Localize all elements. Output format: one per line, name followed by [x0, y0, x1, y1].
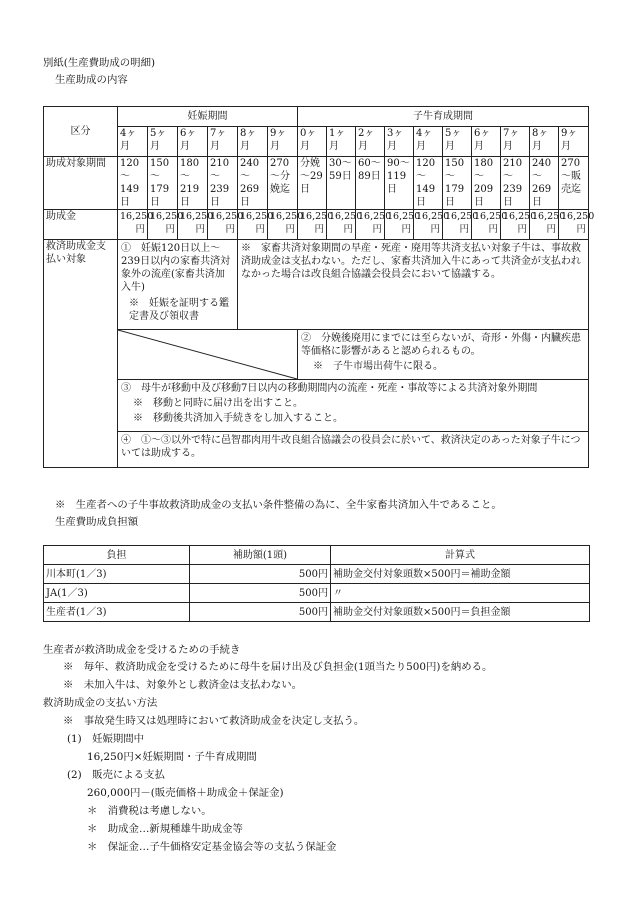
note-after-table1: ※ 生産者への子牛事故救済助成金の支払い条件整備の為に、全牛家畜共済加入牛であること。 [55, 499, 502, 511]
procedure-note-2: ※ 未加入牛は、対象外とし救済金は支払わない。 [63, 679, 302, 691]
amount-cell: 16,250円 [298, 210, 327, 240]
period-cell: 270～販売迄 [559, 157, 589, 210]
amount-cell: 16,250円 [208, 210, 238, 240]
header-formula: 計算式 [331, 546, 590, 565]
amount-cell: 16,250円 [178, 210, 208, 240]
section-title-subsidy-content: 生産助成の内容 [55, 74, 128, 86]
item-3-note-2: ※ 移動後共済加入手続きをし加入すること。 [133, 413, 343, 424]
period-cell: 240～269日 [238, 157, 268, 210]
amount-cell: 16,250円 [472, 210, 501, 240]
item-4-cell: ④ ①～③以外で特に邑智郡肉用牛改良組合協議会の役員会に於いて、救済決定のあった対象子牛については助成する。 [118, 432, 589, 468]
item-2-text: ② 分娩後廃用にまでには至らないが、奇形・外傷・内臓疾患等価格に影響があると認められるもの。 [301, 333, 581, 357]
burden-formula: 〃 [331, 584, 590, 603]
month-cell: 6ヶ月 [178, 127, 208, 157]
header-burden: 負担 [44, 546, 190, 565]
table-row [44, 603, 590, 622]
payment-note: ※ 事故発生時又は処理時において救済助成金を決定し支払う。 [63, 715, 365, 727]
item-1-cell [118, 240, 238, 330]
procedure-note-1: ※ 毎年、救済助成金を受けるために母牛を届け出及び負担金(1頭当たり500円)を納める。 [63, 661, 493, 673]
header-kubun: 区分 [44, 107, 118, 157]
burden-formula: 補助金交付対象頭数×500円＝補助金額 [331, 565, 590, 584]
month-cell: 7ヶ月 [208, 127, 238, 157]
month-cell: 0ヶ月 [298, 127, 327, 157]
item-3-text: ③ 母牛が移動中及び移動7日以内の移動期間内の流産・死産・事故等による共済対象外期間 [121, 383, 538, 394]
amount-cell: 16,250円 [148, 210, 178, 240]
amount-cell: 16,250円 [414, 210, 443, 240]
amount-row [44, 210, 589, 240]
period-cell: 210～239日 [501, 157, 530, 210]
period-cell: 210～239日 [208, 157, 238, 210]
empty-diagonal-cell [118, 330, 298, 380]
case-1-formula: 16,250円×妊娠期間・子牛育成期間 [87, 751, 257, 763]
period-cell: 30～59日 [327, 157, 356, 210]
month-cell: 5ヶ月 [148, 127, 178, 157]
row-label-target: 救済助成金支払い対象 [44, 240, 118, 468]
month-cell: 5ヶ月 [443, 127, 472, 157]
burden-party: 川本町(1／3) [44, 565, 190, 584]
case-2-title: (2) 販売による支払 [67, 769, 165, 781]
case-1-title: (1) 妊娠期間中 [67, 733, 145, 745]
period-cell: 120～149日 [414, 157, 443, 210]
month-cell: 6ヶ月 [472, 127, 501, 157]
item-1-text: ① 妊娠120日以上～239日以内の家畜共済対象外の流産(家畜共済加入牛) [121, 243, 231, 293]
payment-title: 救済助成金の支払い方法 [43, 697, 158, 709]
period-cell: 90～119日 [385, 157, 414, 210]
procedure-title: 生産者が救済助成金を受けるための手続き [43, 644, 241, 656]
item-1-note: ※ 妊娠を証明する鑑定書及び領収書 [129, 298, 229, 322]
burden-amount: 500円 [190, 584, 331, 603]
period-cell: 120～149日 [118, 157, 148, 210]
sub-note-1: ＊ 消費税は考慮しない。 [87, 805, 212, 817]
item-3-cell [118, 380, 589, 432]
month-cell: 2ヶ月 [356, 127, 385, 157]
period-row [44, 157, 589, 210]
month-cell: 8ヶ月 [530, 127, 559, 157]
row-label-amount: 助成金 [44, 210, 118, 240]
subsidy-content-table [43, 106, 595, 468]
period-cell: 60～89日 [356, 157, 385, 210]
amount-cell: 16,250円 [501, 210, 530, 240]
amount-cell: 16,250円 [356, 210, 385, 240]
period-cell: 240～269日 [530, 157, 559, 210]
amount-cell: 16,250円 [559, 210, 589, 240]
amount-cell: 16,250円 [385, 210, 414, 240]
section-title-burden: 生産費助成負担額 [55, 516, 139, 528]
months-row [44, 127, 589, 157]
period-cell: 150～179日 [148, 157, 178, 210]
burden-party: JA(1／3) [44, 584, 190, 603]
period-cell: 150～179日 [443, 157, 472, 210]
case-2-formula: 260,000円－(販売価格＋助成金＋保証金) [87, 787, 284, 799]
attachment-title: 別紙(生産費助成の明細) [43, 57, 156, 69]
burden-amount: 500円 [190, 565, 331, 584]
row-label-period: 助成対象期間 [44, 157, 118, 210]
period-cell: 270～分娩迄 [268, 157, 298, 210]
burden-formula: 補助金交付対象頭数×500円＝負担金額 [331, 603, 590, 622]
burden-party: 生産者(1／3) [44, 603, 190, 622]
item-2-note: ※ 子牛市場出荷牛に限る。 [313, 361, 443, 372]
period-cell: 180～209日 [472, 157, 501, 210]
amount-cell: 16,250円 [268, 210, 298, 240]
amount-cell: 16,250円 [238, 210, 268, 240]
sub-note-3: ＊ 保証金…子牛価格安定基金協会等の支払う保証金 [87, 841, 337, 853]
month-cell: 4ヶ月 [414, 127, 443, 157]
table-row [44, 584, 590, 603]
header-calf-period: 子牛育成期間 [298, 107, 589, 127]
month-cell: 1ヶ月 [327, 127, 356, 157]
month-cell: 4ヶ月 [118, 127, 148, 157]
month-cell: 8ヶ月 [238, 127, 268, 157]
burden-table [43, 545, 590, 622]
item-3-note-1: ※ 移動と同時に届け出を出すこと。 [133, 398, 303, 409]
period-cell: 180～219日 [178, 157, 208, 210]
header-subsidy: 補助額(1頭) [190, 546, 331, 565]
amount-cell: 16,250円 [327, 210, 356, 240]
item-2-cell [298, 330, 589, 380]
amount-cell: 16,250円 [118, 210, 148, 240]
header-pregnancy-period: 妊娠期間 [118, 107, 298, 127]
month-cell: 3ヶ月 [385, 127, 414, 157]
period-cell: 分娩～29日 [298, 157, 327, 210]
sub-note-2: ＊ 助成金…新規種雄牛助成金等 [87, 823, 243, 835]
note-calf-cell: ※ 家畜共済対象期間の早産・死産・廃用等共済支払い対象子牛は、事故救済助成金は支払わない。ただし、家畜共済加入牛にあって共済金が支払われなかった場合は改良組合協議会役員会において協議する。 [238, 240, 589, 330]
month-cell: 9ヶ月 [559, 127, 589, 157]
amount-cell: 16,250円 [530, 210, 559, 240]
amount-cell: 16,250円 [443, 210, 472, 240]
month-cell: 9ヶ月 [268, 127, 298, 157]
month-cell: 7ヶ月 [501, 127, 530, 157]
burden-amount: 500円 [190, 603, 331, 622]
table-row [44, 565, 590, 584]
